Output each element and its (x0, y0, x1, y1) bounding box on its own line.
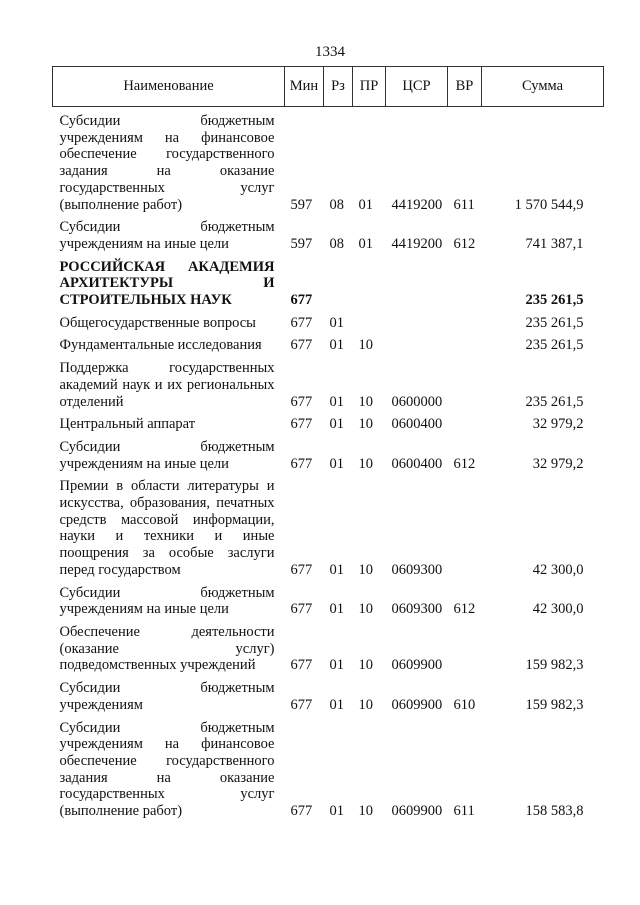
cell-min: 677 (290, 455, 313, 472)
cell-vr: 611 (453, 803, 475, 820)
cell-name: Субсидии бюджетным учреждениям на иные цели (59, 584, 275, 618)
cell-sum: 159 982,3 (525, 696, 584, 713)
cell-csr: 0609300 (391, 601, 443, 618)
header-rz: Рз (324, 67, 353, 107)
cell-name: РОССИЙСКАЯ АКАДЕМИЯ АРХИТЕКТУРЫ И СТРОИТЕЛЬНЫХ НАУК (59, 258, 275, 309)
table-row (53, 354, 604, 410)
cell-min: 677 (290, 803, 313, 820)
cell-pr: 01 (358, 196, 373, 213)
table-header (53, 67, 604, 107)
cell-pr: 10 (358, 393, 373, 410)
cell-vr (448, 618, 482, 674)
cell-rz: 08 (329, 235, 344, 252)
cell-pr: 01 (358, 235, 373, 252)
cell-min: 677 (290, 337, 313, 354)
cell-csr: 0600400 (391, 455, 443, 472)
cell-name: Обеспечение деятельности (оказание услуг) подведомственных учреждений (59, 623, 275, 674)
cell-min: 677 (290, 657, 313, 674)
header-min: Мин (285, 67, 324, 107)
table-row (53, 472, 604, 578)
cell-rz: 08 (329, 196, 344, 213)
table-row (53, 579, 604, 618)
cell-rz: 01 (329, 393, 344, 410)
cell-csr: 0609900 (391, 657, 443, 674)
cell-sum: 235 261,5 (525, 292, 584, 309)
cell-rz: 01 (329, 601, 344, 618)
cell-vr: 610 (453, 696, 476, 713)
cell-name: Субсидии бюджетным учреждениям на иные цели (59, 438, 275, 472)
header-pr: ПР (353, 67, 386, 107)
cell-sum: 235 261,5 (525, 337, 584, 354)
table-row (53, 107, 604, 214)
table-row (53, 674, 604, 713)
table-row (53, 309, 604, 332)
cell-pr: 10 (358, 601, 373, 618)
header-sum: Сумма (482, 67, 604, 107)
cell-min: 677 (290, 314, 313, 331)
cell-min: 677 (290, 416, 313, 433)
cell-min: 677 (290, 393, 313, 410)
cell-min: 597 (290, 235, 313, 252)
cell-vr: 612 (453, 455, 476, 472)
cell-pr: 10 (358, 455, 373, 472)
cell-pr (353, 309, 386, 332)
cell-sum: 741 387,1 (525, 235, 584, 252)
cell-rz: 01 (329, 803, 344, 820)
cell-sum: 159 982,3 (525, 657, 584, 674)
cell-csr: 0609300 (391, 561, 443, 578)
budget-table (52, 66, 604, 820)
cell-min: 677 (290, 292, 313, 309)
cell-sum: 42 300,0 (532, 601, 584, 618)
cell-sum: 42 300,0 (532, 561, 584, 578)
cell-sum: 158 583,8 (525, 803, 584, 820)
cell-min: 677 (290, 561, 313, 578)
cell-pr: 10 (358, 337, 373, 354)
cell-csr: 0609900 (391, 803, 443, 820)
cell-pr: 10 (358, 803, 373, 820)
cell-vr (448, 331, 482, 354)
cell-rz: 01 (329, 657, 344, 674)
cell-csr: 4419200 (391, 196, 443, 213)
cell-vr (448, 354, 482, 410)
cell-sum: 32 979,2 (532, 416, 584, 433)
cell-sum: 32 979,2 (532, 455, 584, 472)
cell-rz: 01 (329, 337, 344, 354)
cell-pr: 10 (358, 561, 373, 578)
page-number: 1334 (315, 44, 345, 60)
cell-name: Поддержка государственных академий наук и их региональных отделений (59, 360, 275, 410)
cell-pr: 10 (358, 416, 373, 433)
cell-name: Субсидии бюджетным учреждениям на иные цели (59, 219, 275, 252)
cell-name: Центральный аппарат (59, 416, 196, 433)
cell-csr (386, 253, 448, 309)
cell-csr: 0600400 (391, 416, 443, 433)
cell-csr: 0600000 (391, 393, 443, 410)
cell-sum: 235 261,5 (525, 314, 584, 331)
cell-rz: 01 (329, 455, 344, 472)
cell-vr (448, 410, 482, 433)
cell-csr: 4419200 (391, 235, 443, 252)
cell-vr: 612 (453, 601, 476, 618)
cell-rz: 01 (329, 561, 344, 578)
cell-min: 597 (290, 196, 313, 213)
table-row (53, 213, 604, 252)
cell-rz: 01 (329, 416, 344, 433)
cell-name: Субсидии бюджетным учреждениям (59, 680, 275, 713)
cell-rz: 01 (329, 696, 344, 713)
cell-name: Субсидии бюджетным учреждениям на финансовое обеспечение государственного задания на оказание государственных услуг (выполнение работ) (59, 113, 275, 213)
table-row (53, 253, 604, 309)
header-vr: ВР (448, 67, 482, 107)
table-row (53, 331, 604, 354)
cell-csr (386, 309, 448, 332)
cell-pr: 10 (358, 657, 373, 674)
cell-csr: 0609900 (391, 696, 443, 713)
cell-name: Фундаментальные исследования (59, 337, 262, 354)
table-row (53, 714, 604, 820)
cell-vr (448, 472, 482, 578)
cell-vr: 612 (453, 235, 476, 252)
table-row (53, 410, 604, 433)
header-csr: ЦСР (386, 67, 448, 107)
cell-vr (448, 309, 482, 332)
cell-min: 677 (290, 601, 313, 618)
cell-vr (448, 253, 482, 309)
cell-pr (353, 253, 386, 309)
table-row (53, 433, 604, 472)
table-row (53, 618, 604, 674)
cell-sum: 1 570 544,9 (514, 196, 584, 213)
header-name: Наименование (53, 67, 285, 107)
cell-sum: 235 261,5 (525, 393, 584, 410)
cell-min: 677 (290, 696, 313, 713)
cell-name: Общегосударственные вопросы (59, 314, 256, 331)
cell-rz (324, 253, 353, 309)
cell-pr: 10 (358, 696, 373, 713)
cell-csr (386, 331, 448, 354)
cell-vr: 611 (453, 196, 475, 213)
cell-name: Субсидии бюджетным учреждениям на финансовое обеспечение государственного задания на оказание государственных услуг (выполнение работ) (59, 719, 275, 820)
cell-name: Премии в области литературы и искусства, образования, печатных средств массовой информации, науки и техники и иные поощрения за особые заслуги перед государством (59, 478, 275, 578)
cell-rz: 01 (329, 314, 344, 331)
